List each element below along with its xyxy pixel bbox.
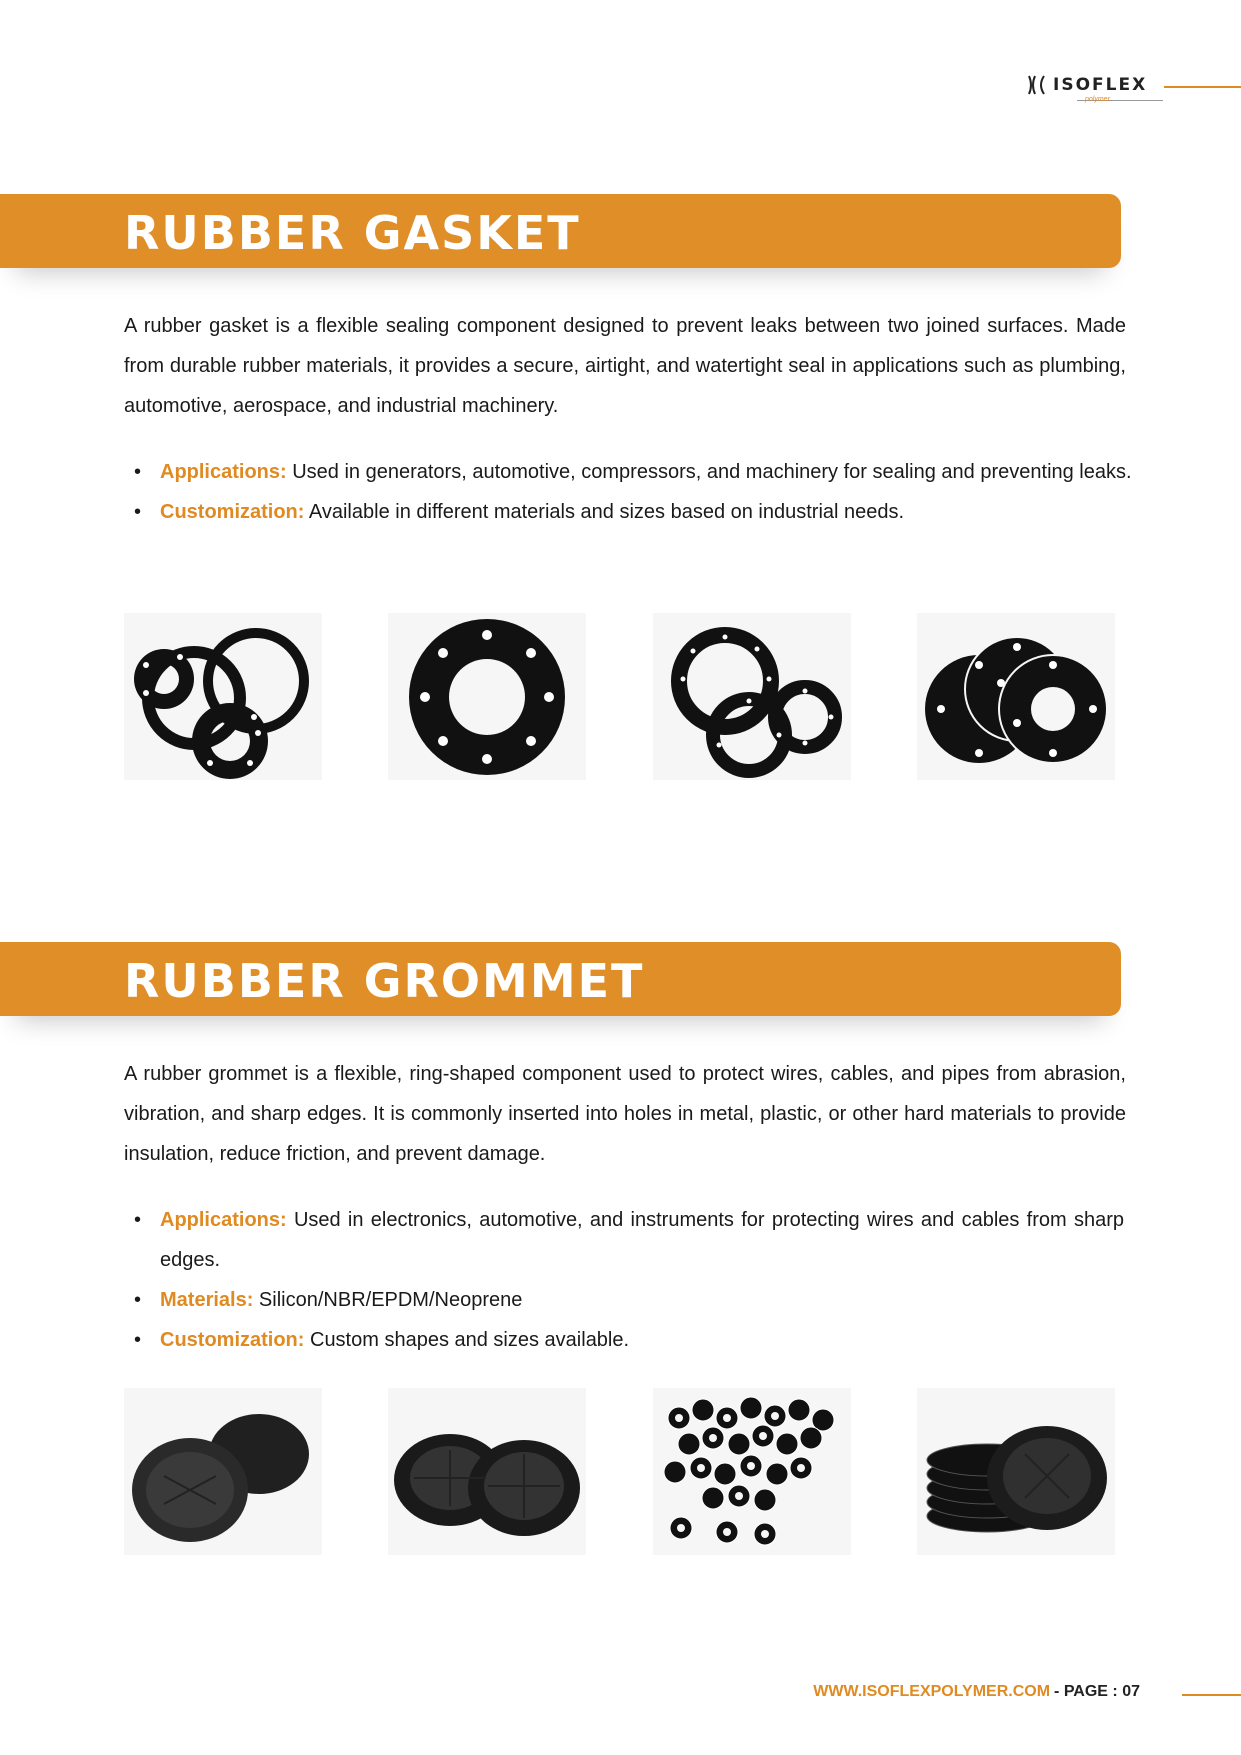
brand-sub: polymer — [1085, 96, 1110, 103]
list-item: • Materials: Silicon/NBR/EPDM/Neoprene — [124, 1280, 1124, 1320]
section-banner-gasket — [0, 194, 1121, 268]
brand-logo — [1027, 74, 1148, 103]
section-title-gasket: RUBBER GASKET — [124, 206, 581, 260]
grommet-description: A rubber grommet is a flexible, ring-shaped component used to protect wires, cables, and pipes from abrasion, vibration, and sharp edges. It is commonly inserted into holes in metal, plastic, or other hard materials to provide insulation, reduce friction, and prevent damage. — [124, 1063, 1126, 1165]
grommet-bulk-photo — [653, 1388, 851, 1555]
footer-rule — [1182, 1694, 1241, 1696]
header-rule — [1164, 86, 1241, 88]
gasket-description: A rubber gasket is a flexible sealing component designed to prevent leaks between two joined surfaces. Made from durable rubber materials, it provides a secure, airtight, and watertight seal in applications such as plumbing, automotive, aerospace, and industrial machinery. — [124, 315, 1126, 417]
grommet-stack-photo — [917, 1388, 1115, 1555]
grommet-pair-photo — [388, 1388, 586, 1555]
brand-name: ISOFLEX — [1053, 75, 1148, 95]
gasket-bullets — [124, 452, 1144, 532]
grommet-bullets — [124, 1200, 1124, 1360]
logo-mark-icon — [1027, 74, 1047, 96]
list-item: • Customization: Custom shapes and sizes available. — [124, 1320, 1124, 1360]
page-footer — [813, 1683, 1140, 1701]
gasket-stack-photo — [917, 613, 1115, 780]
list-item: • Applications: Used in generators, automotive, compressors, and machinery for sealing and preventing leaks. — [124, 452, 1144, 492]
list-item: • Customization: Available in different materials and sizes based on industrial needs. — [124, 492, 1144, 532]
list-item: • Applications: Used in electronics, automotive, and instruments for protecting wires and cables from sharp edges. — [124, 1200, 1124, 1280]
gasket-set-photo — [124, 613, 322, 780]
section-title-grommet: RUBBER GROMMET — [124, 954, 645, 1008]
page-number: - PAGE : 07 — [1054, 1683, 1140, 1700]
gasket-assortment-photo — [653, 613, 851, 780]
flange-gasket-photo — [388, 613, 586, 780]
website-link[interactable]: WWW.ISOFLEXPOLYMER.COM — [813, 1683, 1051, 1700]
section-banner-grommet — [0, 942, 1121, 1016]
grommet-pair-side-photo — [124, 1388, 322, 1555]
